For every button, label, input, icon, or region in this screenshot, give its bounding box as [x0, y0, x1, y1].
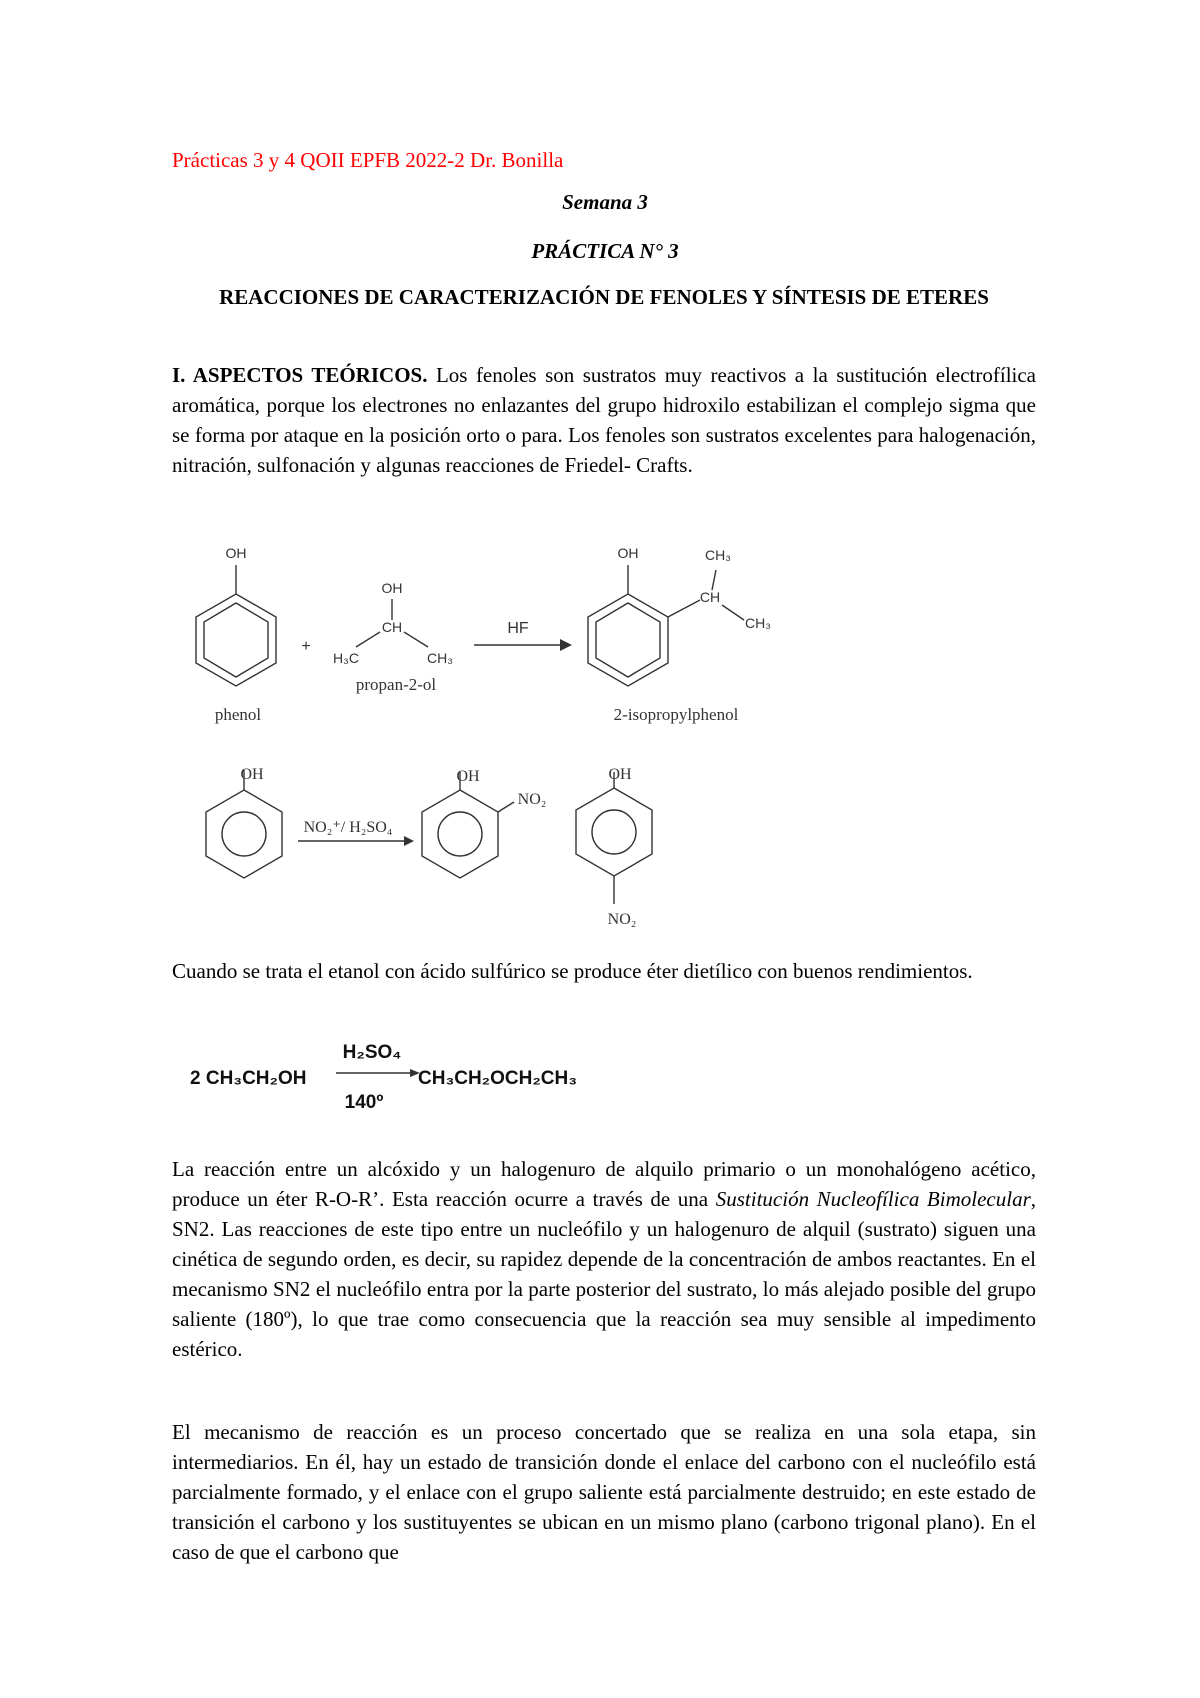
sn2-text-1: La reacción entre un alcóxido y un halogenuro de alquilo primario o un monohalógeno acético, produce un éter R-O-R’. Esta reacción ocurre a través de una — [172, 1157, 1036, 1211]
ether-reactant: 2 CH₃CH₂OH — [190, 1068, 307, 1089]
mechanism-paragraph: El mecanismo de reacción es un proceso concertado que se realiza en una sola etapa, sin intermediarios. En él, hay un estado de transición donde el enlace del carbono con el nucleófilo está parcialmente formado, y el enlace con el grupo saliente está parcialmente destruido; en este estado de transición el carbono y los sustituyentes se ubican en un mismo plano (carbono trigonal plano). En el caso de que el carbono que — [172, 1420, 1036, 1564]
isopropylphenol-structure — [588, 565, 744, 686]
ortho-no2-label: NO₂ — [517, 791, 547, 808]
phenol-oh-label: OH — [225, 545, 247, 561]
hf-reagent-label: HF — [507, 620, 529, 637]
propanol-oh-label: OH — [381, 580, 403, 596]
para-no2-label: NO₂ — [607, 911, 637, 928]
product-caption: 2-isopropylphenol — [613, 705, 739, 724]
document-header: Prácticas 3 y 4 QOII EPFB 2022-2 Dr. Bonilla — [172, 148, 564, 172]
phenol-structure — [196, 565, 276, 686]
propanol-ch-label: CH — [381, 619, 403, 635]
nitration-reagent-label: NO₂⁺/ H₂SO₄ — [303, 819, 393, 836]
practice-title: REACCIONES DE CARACTERIZACIÓN DE FENOLES Y SÍNTESIS DE ETERES — [219, 285, 989, 309]
product-ch-label: CH — [699, 589, 721, 605]
para-oh-label: OH — [608, 766, 632, 783]
ortho-nitrophenol-structure — [422, 772, 514, 878]
ether-product: CH₃CH₂OCH₂CH₃ — [418, 1068, 578, 1089]
ether-paragraph: Cuando se trata el etanol con ácido sulfúrico se produce éter dietílico con buenos rendimientos. — [172, 959, 973, 983]
sn2-italic-term: Sustitución Nucleofílica Bimolecular — [715, 1187, 1031, 1211]
week-label: Semana 3 — [562, 190, 648, 214]
product-ch3-right-label: CH₃ — [745, 615, 771, 631]
hf-arrow-head — [560, 639, 572, 651]
propanol-caption: propan-2-ol — [355, 675, 437, 694]
phenol2-oh-label: OH — [240, 766, 264, 783]
propanol-h3c-label: H₃C — [333, 650, 359, 666]
nitration-arrow-head — [404, 836, 414, 846]
plus-sign: + — [301, 638, 311, 655]
product-oh-label: OH — [617, 545, 639, 561]
phenol-caption: phenol — [214, 705, 262, 724]
ether-catalyst: H₂SO₄ — [342, 1042, 402, 1063]
sn2-paragraph — [172, 1154, 1036, 1364]
product-ch3-top-label: CH₃ — [705, 547, 731, 563]
practice-number: PRÁCTICA N° 3 — [531, 239, 679, 263]
propanol-ch3-label: CH₃ — [427, 650, 453, 666]
ortho-oh-label: OH — [456, 768, 480, 785]
theory-text: Los fenoles son sustratos muy reactivos a la sustitución electrofílica aromática, porque los electrones no enlazantes del grupo hidroxilo estabilizan el complejo sigma que se forma por ataque en la posición orto o para. Los fenoles son sustratos excelentes para halogenación, nitración, sulfonación y algunas reacciones de Friedel- Crafts. — [172, 363, 1036, 477]
phenol-structure-2 — [206, 770, 282, 878]
ether-temperature: 140º — [344, 1092, 384, 1113]
sn2-text-2: , SN2. Las reacciones de este tipo entre un nucleófilo y un halogenuro de alquil (sustrato) siguen una cinética de segundo orden, es decir, su rapidez depende de la concentración de ambos reactantes. En el mecanismo SN2 el nucleófilo entra por la parte posterior del sustrato, lo más alejado posible del grupo saliente (180º), lo que trae como consecuencia que la reacción sea muy sensible al impedimento estérico. — [172, 1187, 1036, 1361]
section-heading: I. ASPECTOS TEÓRICOS. — [172, 363, 428, 387]
para-nitrophenol-structure — [576, 772, 652, 904]
